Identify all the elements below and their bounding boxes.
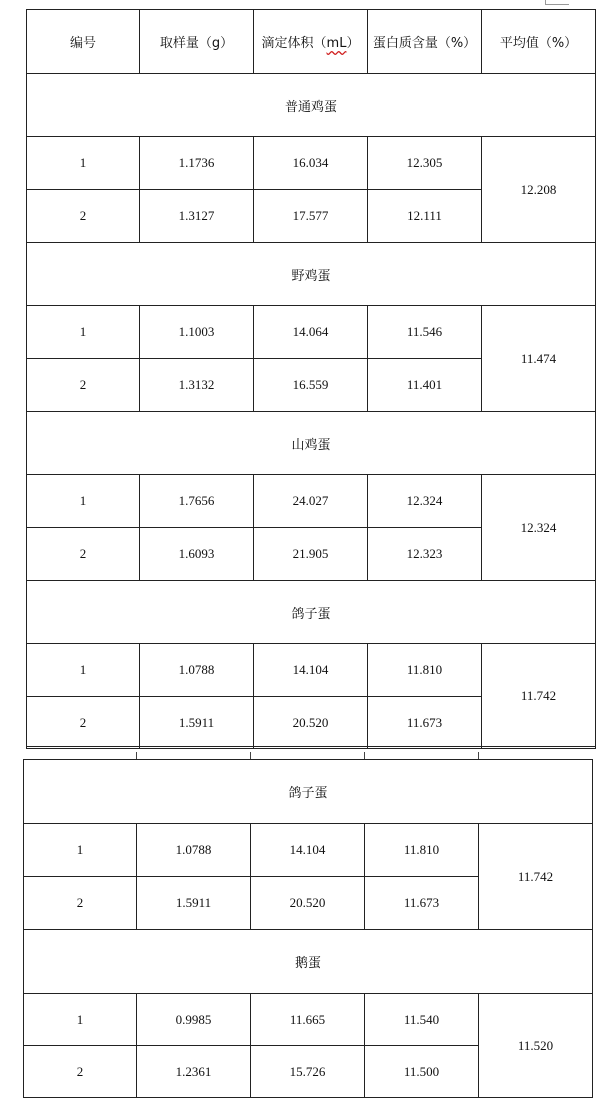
cell-sample-mass: 1.7656 bbox=[140, 475, 254, 528]
cell-titration-volume: 16.559 bbox=[254, 359, 368, 412]
cell-titration-volume: 14.104 bbox=[251, 824, 365, 877]
group-row bbox=[27, 581, 596, 644]
cell-sample-mass: 1.2361 bbox=[137, 1046, 251, 1098]
cell-protein-content: 11.546 bbox=[368, 306, 482, 359]
header-protein-content: 蛋白质含量（%） bbox=[368, 10, 482, 74]
header-average: 平均值（%） bbox=[482, 10, 596, 74]
cell-sample-mass: 1.1003 bbox=[140, 306, 254, 359]
cell-protein-content: 11.500 bbox=[365, 1046, 479, 1098]
cell-number: 1 bbox=[27, 644, 140, 697]
cell-number: 2 bbox=[27, 359, 140, 412]
cell-average: 11.742 bbox=[479, 824, 593, 930]
cell-protein-content: 11.673 bbox=[365, 877, 479, 930]
page-corner-mark bbox=[545, 0, 569, 5]
header-volume-unit: mL bbox=[326, 36, 347, 51]
cell-number: 2 bbox=[27, 190, 140, 243]
group-name: 野鸡蛋 bbox=[27, 243, 596, 306]
column-tick bbox=[250, 752, 251, 759]
cell-sample-mass: 1.6093 bbox=[140, 528, 254, 581]
cell-average: 12.324 bbox=[482, 475, 596, 581]
group-name: 鸽子蛋 bbox=[24, 760, 593, 824]
group-name: 鸽子蛋 bbox=[27, 581, 596, 644]
cell-number: 2 bbox=[27, 697, 140, 749]
cell-protein-content: 11.673 bbox=[368, 697, 482, 749]
cell-protein-content: 12.324 bbox=[368, 475, 482, 528]
cell-sample-mass: 1.5911 bbox=[137, 877, 251, 930]
cell-protein-content: 12.323 bbox=[368, 528, 482, 581]
group-name: 鹅蛋 bbox=[24, 930, 593, 994]
protein-table-top bbox=[26, 9, 596, 749]
cell-protein-content: 11.540 bbox=[365, 994, 479, 1046]
cell-average: 11.474 bbox=[482, 306, 596, 412]
table-row bbox=[24, 824, 593, 877]
cell-titration-volume: 16.034 bbox=[254, 137, 368, 190]
cell-number: 1 bbox=[24, 824, 137, 877]
cell-sample-mass: 1.1736 bbox=[140, 137, 254, 190]
group-row bbox=[27, 74, 596, 137]
group-row bbox=[27, 243, 596, 306]
cell-number: 2 bbox=[27, 528, 140, 581]
cell-protein-content: 12.111 bbox=[368, 190, 482, 243]
cell-number: 2 bbox=[24, 877, 137, 930]
cell-average: 12.208 bbox=[482, 137, 596, 243]
header-volume-suffix: ） bbox=[346, 36, 360, 51]
cell-sample-mass: 1.3127 bbox=[140, 190, 254, 243]
column-tick bbox=[478, 752, 479, 759]
group-row bbox=[27, 412, 596, 475]
header-row bbox=[27, 10, 596, 74]
column-tick bbox=[364, 752, 365, 759]
cell-titration-volume: 20.520 bbox=[251, 877, 365, 930]
cell-sample-mass: 1.5911 bbox=[140, 697, 254, 749]
column-tick bbox=[136, 752, 137, 759]
cell-titration-volume: 14.064 bbox=[254, 306, 368, 359]
cell-protein-content: 12.305 bbox=[368, 137, 482, 190]
header-titration-volume bbox=[254, 10, 368, 74]
group-name: 山鸡蛋 bbox=[27, 412, 596, 475]
cell-titration-volume: 15.726 bbox=[251, 1046, 365, 1098]
cell-sample-mass: 1.3132 bbox=[140, 359, 254, 412]
header-number: 编号 bbox=[27, 10, 140, 74]
cell-protein-content: 11.810 bbox=[365, 824, 479, 877]
cell-titration-volume: 21.905 bbox=[254, 528, 368, 581]
group-name: 普通鸡蛋 bbox=[27, 74, 596, 137]
cell-average: 11.520 bbox=[479, 994, 593, 1098]
table-row bbox=[27, 644, 596, 697]
cell-sample-mass: 1.0788 bbox=[140, 644, 254, 697]
table-row bbox=[27, 475, 596, 528]
cell-protein-content: 11.401 bbox=[368, 359, 482, 412]
cell-sample-mass: 0.9985 bbox=[137, 994, 251, 1046]
cell-sample-mass: 1.0788 bbox=[137, 824, 251, 877]
page-break-line bbox=[26, 746, 595, 747]
group-row bbox=[24, 760, 593, 824]
table-row bbox=[27, 306, 596, 359]
table-row bbox=[24, 994, 593, 1046]
cell-number: 1 bbox=[27, 475, 140, 528]
cell-titration-volume: 24.027 bbox=[254, 475, 368, 528]
header-volume-prefix: 滴定体积（ bbox=[261, 36, 327, 51]
cell-protein-content: 11.810 bbox=[368, 644, 482, 697]
cell-titration-volume: 11.665 bbox=[251, 994, 365, 1046]
cell-average: 11.742 bbox=[482, 644, 596, 749]
cell-number: 1 bbox=[24, 994, 137, 1046]
cell-number: 1 bbox=[27, 306, 140, 359]
cell-number: 1 bbox=[27, 137, 140, 190]
protein-table-bottom bbox=[23, 759, 593, 1098]
table-row bbox=[27, 137, 596, 190]
cell-titration-volume: 14.104 bbox=[254, 644, 368, 697]
cell-titration-volume: 20.520 bbox=[254, 697, 368, 749]
group-row bbox=[24, 930, 593, 994]
cell-titration-volume: 17.577 bbox=[254, 190, 368, 243]
header-sample-mass: 取样量（g） bbox=[140, 10, 254, 74]
cell-number: 2 bbox=[24, 1046, 137, 1098]
